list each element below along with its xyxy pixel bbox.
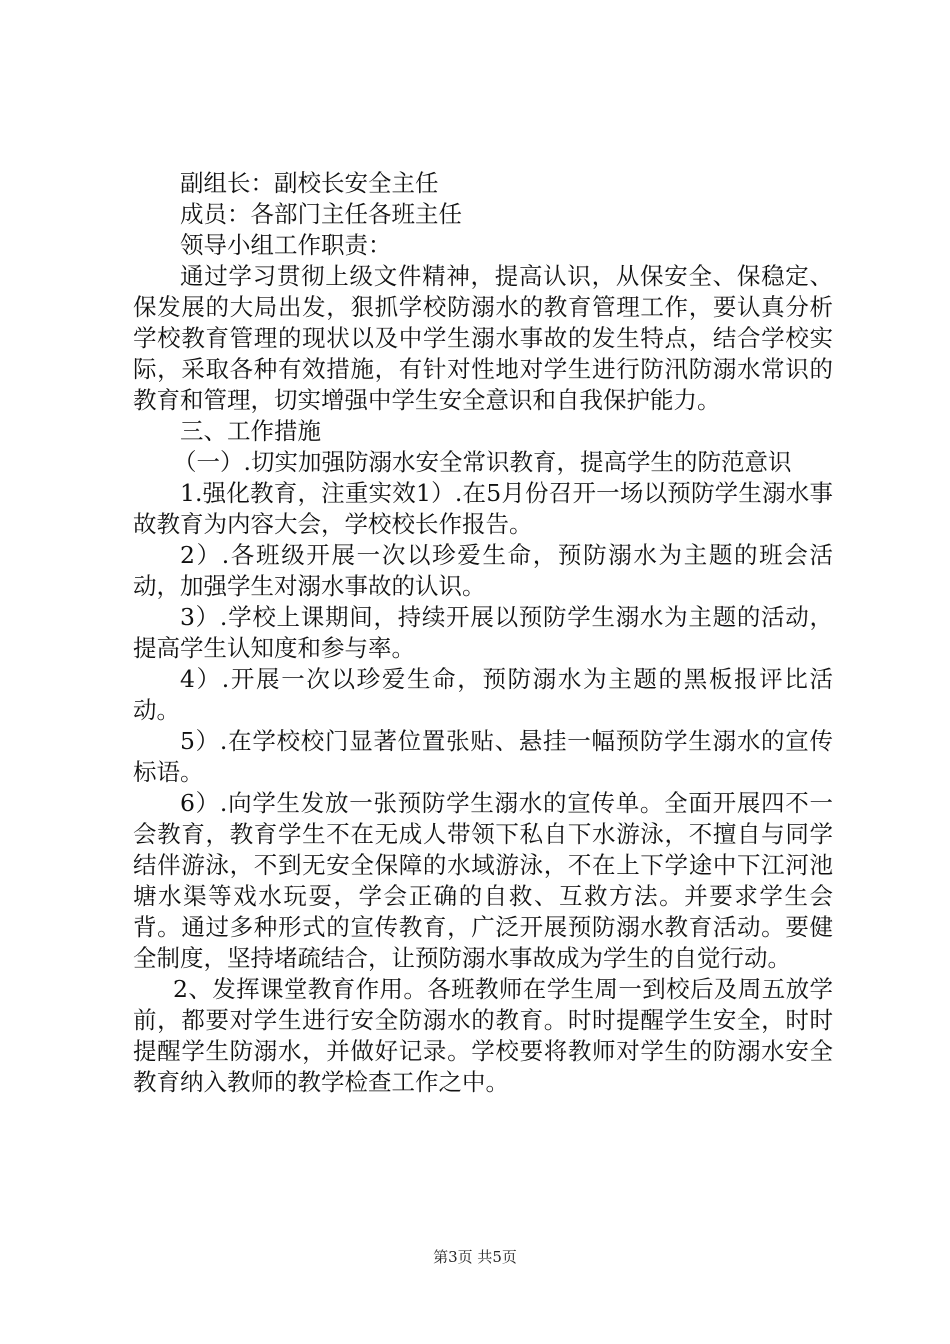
measure-item-1: 1.强化教育，注重实效1）.在5月份召开一场以预防学生溺水事故教育为内容大会，学校校长作报告。 <box>133 479 833 538</box>
measure-item-5: 5）.在学校校门显著位置张贴、悬挂一幅预防学生溺水的宣传标语。 <box>133 727 833 786</box>
measure-item-2: 2）.各班级开展一次以珍爱生命，预防溺水为主题的班会活动，加强学生对溺水事故的认识。 <box>133 541 833 600</box>
subsection-heading-1: （一）.切实加强防溺水安全常识教育，提高学生的防范意识 <box>173 448 792 476</box>
members-line: 成员：各部门主任各班主任 <box>180 200 462 228</box>
classroom-education-paragraph: 2、发挥课堂教育作用。各班教师在学生周一到校后及周五放学前，都要对学生进行安全防溺水的教育。时时提醒学生安全，时时提醒学生防溺水，并做好记录。学校要将教师对学生的防溺水安全教育纳入教师的教学检查工作之中。 <box>133 975 833 1096</box>
duties-paragraph: 通过学习贯彻上级文件精神，提高认识，从保安全、保稳定、保发展的大局出发，狠抓学校防溺水的教育管理工作，要认真分析学校教育管理的现状以及中学生溺水事故的发生特点，结合学校实际，采取各种有效措施，有针对性地对学生进行防汛防溺水常识的教育和管理，切实增强中学生安全意识和自我保护能力。 <box>133 262 833 414</box>
deputy-leader-line: 副组长：副校长安全主任 <box>180 169 439 197</box>
page-footer: 第3页 共5页 <box>433 1248 517 1266</box>
measure-item-3: 3）.学校上课期间，持续开展以预防学生溺水为主题的活动，提高学生认知度和参与率。 <box>133 603 833 662</box>
measure-item-4: 4）.开展一次以珍爱生命，预防溺水为主题的黑板报评比活动。 <box>133 665 833 724</box>
section-heading-measures: 三、工作措施 <box>180 417 321 445</box>
measure-item-6: 6）.向学生发放一张预防学生溺水的宣传单。全面开展四不一会教育，教育学生不在无成人带领下私自下水游泳，不擅自与同学结伴游泳，不到无安全保障的水域游泳，不在上下学途中下江河池塘水渠等戏水玩耍，学会正确的自救、互救方法。并要求学生会背。通过多种形式的宣传教育，广泛开展预防溺水教育活动。要健全制度，坚持堵疏结合，让预防溺水事故成为学生的自觉行动。 <box>133 789 833 972</box>
document-body <box>133 168 833 1098</box>
duties-heading: 领导小组工作职责： <box>180 231 392 259</box>
